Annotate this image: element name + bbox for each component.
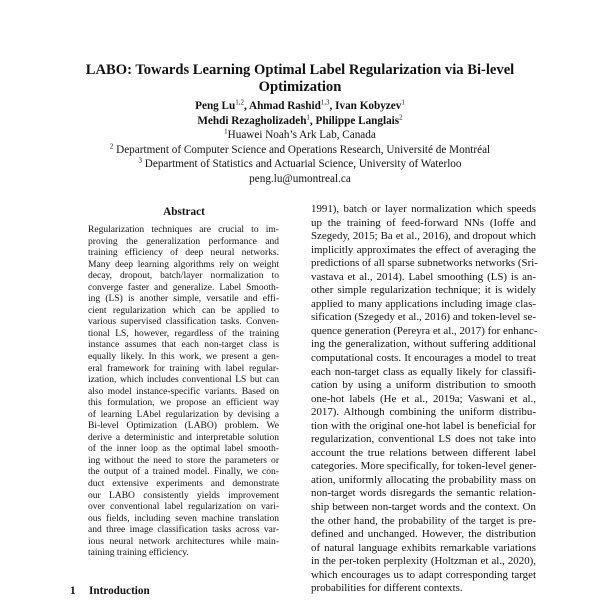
body-line: which encourages us to adapt corresponding target [311, 568, 536, 581]
section-heading-introduction [70, 585, 150, 597]
author-email: peng.lu@umontreal.ca [249, 172, 351, 185]
body-line: regularization, conventional LS does not take into [311, 433, 536, 446]
body-line: defined and unchanged. However, the distribution [311, 528, 536, 541]
author-name: Ivan Kobyzev [335, 100, 402, 112]
abstract-line: ous fields, including seven machine translation [88, 512, 279, 524]
abstract-line: ization, which includes conventional LS but can [88, 374, 279, 386]
abstract-line: training efficiency of deep neural networks. [88, 247, 279, 259]
body-line: ation, uniformly allocating the probability mass on [311, 473, 536, 486]
body-line: ing the generalization, without suffering additional [311, 338, 536, 351]
title-line-2: Optimization [258, 79, 342, 95]
body-line: computational costs. It encourages a model to treat [311, 352, 536, 365]
abstract-line: Regularization techniques are crucial to im- [88, 224, 279, 235]
abstract-line: Many deep learning algorithms rely on weight [88, 258, 279, 270]
affiliation-1: $^1$Huawei Noah’s Ark Lab, Canada [224, 127, 376, 142]
body-line: up the training of feed-forward NNs (Ioffe and [311, 216, 536, 229]
author-line-1: Peng Lu$^{1,2}$, Ahmad Rashid$^{1,3}$, Ivan Kobyzev$^1$ [195, 98, 405, 112]
abstract-line: ing (LS) is another simple, versatile and effi- [88, 293, 279, 305]
abstract-body [88, 224, 279, 559]
abstract-line: the output of a trained model. Finally, we con- [88, 466, 279, 478]
affiliation-2: $^2$ Department of Computer Science and Operations Research, Université de Montréal [109, 142, 491, 156]
body-line: categories. More specifically, for token-level gener- [311, 460, 537, 473]
abstract-line: our LABO consistently yields improvement [88, 489, 279, 501]
title-line-1: LABO: Towards Learning Optimal Label Regularization via Bi-level [85, 62, 515, 78]
body-line: in the per-token perplexity (Holtzman et al., 2020), [311, 555, 536, 568]
author-name: Ahmad Rashid [248, 100, 321, 112]
abstract-line: equally likely. In this work, we present a gen- [88, 351, 279, 363]
body-line: sification (Szegedy et al., 2016) and token-level se- [311, 311, 536, 324]
section-title: Introduction [89, 585, 150, 597]
author-name: Peng Lu [195, 100, 236, 112]
body-line: vastava et al., 2014). Label smoothing (LS) is an- [311, 270, 536, 283]
body-line: ship between non-target words and the context. On [311, 501, 536, 514]
abstract-line: converge faster and generalize. Label Smooth- [88, 281, 279, 293]
abstract-line: various supervised classification tasks. Conven- [88, 316, 279, 328]
abstract-line: decay, dropout, batch/layer normalization to [88, 270, 279, 282]
abstract-line: of the inner loop as the optimal label smooth- [88, 443, 279, 455]
abstract-line: cient regularization which can be applied to [88, 304, 279, 316]
body-line: Szegedy, 2015; Ba et al., 2016), and dropout which [311, 230, 536, 243]
abstract-line: of learning LAbel regularization by devising a [88, 408, 279, 420]
body-line: quence generation (Pereyra et al., 2017) for enhanc- [311, 324, 538, 337]
body-line: predictions of all sparse subnetworks networks (Sri- [311, 257, 538, 270]
body-line: each non-target class as equally likely for classifi- [311, 365, 536, 378]
abstract-line: duct extensive experiments and demonstrate [88, 478, 279, 490]
author-line-2: Mehdi Rezagholizadeh$^1$, Philippe Langlais$^2$ [197, 112, 403, 127]
body-line: 2017). Although combining the uniform distribu- [311, 406, 536, 419]
abstract-line: instance assumes that each non-target class is [88, 339, 279, 351]
section-number: 1 [70, 585, 76, 597]
abstract-line: over conventional label regularization on vari- [88, 501, 279, 513]
abstract-line: derive a deterministic and interpretable solution [88, 431, 279, 443]
paper-title [60, 62, 540, 96]
body-line: account the true relations between different label [311, 446, 536, 459]
body-line: applied to many applications including image clas- [311, 297, 536, 310]
abstract-line: proving the generalization performance and [88, 235, 279, 247]
author-affiliation-mark: 1,2 [235, 98, 244, 107]
author-affiliation-mark: 1,3 [320, 98, 330, 107]
body-line: probabilities for different contexts. [311, 582, 463, 595]
body-line: tion with the original one-hot label is beneficial for [311, 419, 536, 432]
body-line: one-hot labels (He et al., 2019a; Vaswani et al., [311, 392, 536, 405]
abstract-line: and three image classification tasks across var- [88, 524, 279, 536]
body-line: cation by using a uniform distribution to smooth [311, 379, 536, 392]
abstract-line: Bi-level Optimization (LABO) problem. We [88, 420, 279, 432]
author-affiliation-mark: 1 [401, 98, 405, 107]
abstract-line: ing without the need to store the parameters or [88, 454, 279, 466]
author-affiliation-mark: 2 [399, 112, 403, 121]
abstract-line: also model instance-specific variants. Based on [88, 385, 279, 397]
abstract-line: ious neural network architectures while main- [88, 535, 279, 547]
author-block [60, 99, 540, 187]
body-line: the other hand, the probability of the target is pre- [311, 514, 536, 527]
author-name: Philippe Langlais [315, 114, 400, 127]
affiliation-3: $^3$ Department of Statistics and Actuarial Science, University of Waterloo [138, 156, 462, 171]
body-text-right-column [311, 203, 536, 596]
body-line: implicitly approximates the effect of averaging the [311, 243, 536, 256]
abstract-line: eral framework for training with label regular- [88, 362, 279, 374]
body-line: 1991), batch or layer normalization which speeds [311, 203, 536, 215]
abstract-line: this formulation, we propose an efficient way [88, 397, 279, 409]
abstract-line: taining training efficiency. [88, 547, 189, 559]
body-line: other simple regularization technique; it is widely [311, 284, 536, 297]
body-line: of natural language exhibits remarkable variations [311, 541, 536, 554]
abstract-heading: Abstract [163, 206, 205, 218]
author-affiliation-mark: 1 [306, 112, 310, 121]
author-name: Mehdi Rezagholizadeh [197, 114, 307, 127]
abstract-line: tional LS, however, regardless of the training [88, 327, 279, 339]
body-line: non-target words disregards the semantic relation- [311, 487, 536, 500]
